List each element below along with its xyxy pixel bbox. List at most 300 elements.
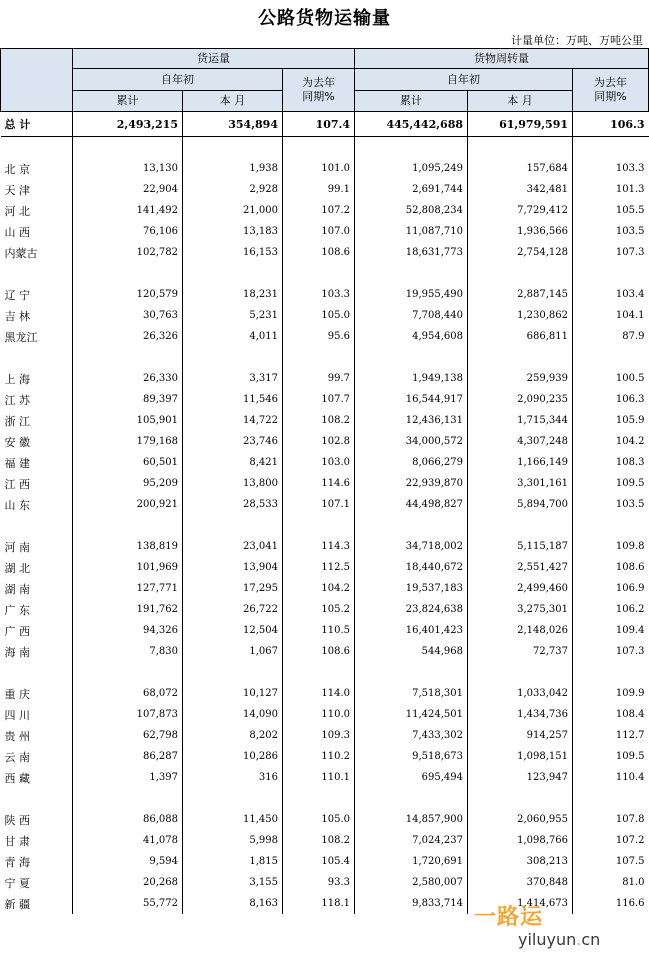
table-row xyxy=(1,767,649,788)
spacer-cell xyxy=(1,263,73,284)
cell-month-turnover: 2,499,460 xyxy=(468,578,573,599)
cell-yoy-turnover: 108.6 xyxy=(573,557,649,578)
cell-ytd-volume: 76,106 xyxy=(73,221,183,242)
spacer-cell xyxy=(468,137,573,159)
table-row xyxy=(1,599,649,620)
cell-yoy-turnover: 106.3 xyxy=(573,389,649,410)
cell-yoy-volume: 114.3 xyxy=(283,536,355,557)
spacer-cell xyxy=(1,137,73,159)
cell-yoy-turnover: 104.2 xyxy=(573,431,649,452)
watermark-en xyxy=(518,930,600,949)
spacer-cell xyxy=(573,347,649,368)
cell-month-turnover: 1,166,149 xyxy=(468,452,573,473)
cell-yoy-volume: 118.1 xyxy=(283,893,355,914)
cell-ytd-volume: 105,901 xyxy=(73,410,183,431)
table-row xyxy=(1,179,649,200)
cell-yoy-turnover: 116.6 xyxy=(573,893,649,914)
cell-ytd-turnover: 8,066,279 xyxy=(355,452,468,473)
cell-ytd-volume: 26,330 xyxy=(73,368,183,389)
spacer-cell xyxy=(355,263,468,284)
table-row xyxy=(1,536,649,557)
cell-ytd-turnover: 44,498,827 xyxy=(355,494,468,515)
cell-month-turnover: 1,098,766 xyxy=(468,830,573,851)
cell-month-volume: 4,011 xyxy=(183,326,283,347)
cell-month-turnover: 3,301,161 xyxy=(468,473,573,494)
province-name: 广 东 xyxy=(4,603,30,617)
cell-ytd-volume: 86,088 xyxy=(73,809,183,830)
cell-yoy-volume: 103.3 xyxy=(283,284,355,305)
cell-ytd-turnover: 18,631,773 xyxy=(355,242,468,263)
cell-ytd-turnover: 19,537,183 xyxy=(355,578,468,599)
table-row xyxy=(1,620,649,641)
watermark-cn: 一路运 xyxy=(474,905,544,930)
cell-ytd-turnover: 7,708,440 xyxy=(355,305,468,326)
cell-ytd-volume: 2,493,215 xyxy=(73,112,183,137)
province-name: 上 海 xyxy=(4,372,30,386)
spacer-cell xyxy=(355,347,468,368)
spacer-cell xyxy=(183,347,283,368)
header-yoy-1-top: 为去年 xyxy=(302,76,335,89)
spacer-cell xyxy=(183,137,283,159)
table-row xyxy=(1,578,649,599)
cell-ytd-volume: 191,762 xyxy=(73,599,183,620)
spacer-cell xyxy=(468,515,573,536)
cell-yoy-turnover: 103.5 xyxy=(573,221,649,242)
cell-ytd-volume: 107,873 xyxy=(73,704,183,725)
cell-yoy-turnover: 108.4 xyxy=(573,704,649,725)
cell-month-turnover: 1,230,862 xyxy=(468,305,573,326)
cell-month-turnover: 370,848 xyxy=(468,872,573,893)
province-name: 云 南 xyxy=(4,750,30,764)
cell-ytd-volume: 101,969 xyxy=(73,557,183,578)
cell-ytd-turnover: 22,939,870 xyxy=(355,473,468,494)
cell-ytd-turnover: 12,436,131 xyxy=(355,410,468,431)
province-name: 辽 宁 xyxy=(4,288,30,302)
spacer-cell xyxy=(283,137,355,159)
cell-yoy-volume: 110.2 xyxy=(283,746,355,767)
spacer-cell xyxy=(1,788,73,809)
cell-ytd-turnover: 11,424,501 xyxy=(355,704,468,725)
cell-month-volume: 3,155 xyxy=(183,872,283,893)
spacer-cell xyxy=(283,347,355,368)
cell-month-volume: 26,722 xyxy=(183,599,283,620)
cell-month-turnover: 2,090,235 xyxy=(468,389,573,410)
cell-yoy-turnover: 107.8 xyxy=(573,809,649,830)
province-name: 广 西 xyxy=(4,624,30,638)
cell-yoy-turnover: 106.2 xyxy=(573,599,649,620)
province-name: 重 庆 xyxy=(4,687,30,701)
header-yoy-2-top: 为去年 xyxy=(594,76,628,89)
province-name: 四 川 xyxy=(4,708,30,722)
province-name: 浙 江 xyxy=(4,414,30,428)
cell-yoy-volume: 99.7 xyxy=(283,368,355,389)
cell-month-turnover: 2,754,128 xyxy=(468,242,573,263)
cell-month-volume: 11,546 xyxy=(183,389,283,410)
table-row xyxy=(1,368,649,389)
cell-yoy-volume: 110.5 xyxy=(283,620,355,641)
cell-yoy-volume: 112.5 xyxy=(283,557,355,578)
spacer-row xyxy=(1,788,649,809)
cell-ytd-volume: 41,078 xyxy=(73,830,183,851)
spacer-cell xyxy=(355,788,468,809)
cell-yoy-volume: 110.0 xyxy=(283,704,355,725)
cell-yoy-volume: 107.4 xyxy=(283,112,355,137)
spacer-cell xyxy=(1,515,73,536)
cell-ytd-volume: 26,326 xyxy=(73,326,183,347)
spacer-row xyxy=(1,515,649,536)
header-month-1: 本 月 xyxy=(183,91,283,112)
cell-yoy-turnover: 81.0 xyxy=(573,872,649,893)
cell-ytd-volume: 86,287 xyxy=(73,746,183,767)
cell-ytd-volume: 94,326 xyxy=(73,620,183,641)
cell-month-turnover: 1,715,344 xyxy=(468,410,573,431)
cell-yoy-turnover: 110.4 xyxy=(573,767,649,788)
spacer-cell xyxy=(283,662,355,683)
cell-month-turnover: 308,213 xyxy=(468,851,573,872)
cell-ytd-volume: 120,579 xyxy=(73,284,183,305)
cell-yoy-turnover: 106.3 xyxy=(573,112,649,137)
cell-month-turnover: 342,481 xyxy=(468,179,573,200)
spacer-cell xyxy=(1,662,73,683)
cell-ytd-volume: 200,921 xyxy=(73,494,183,515)
province-name: 福 建 xyxy=(4,456,30,470)
cell-month-volume: 8,202 xyxy=(183,725,283,746)
table-row xyxy=(1,326,649,347)
cell-ytd-volume: 22,904 xyxy=(73,179,183,200)
watermark-en-dot: . xyxy=(576,930,582,949)
cell-yoy-turnover: 105.5 xyxy=(573,200,649,221)
cell-ytd-turnover: 7,518,301 xyxy=(355,683,468,704)
cell-month-turnover: 2,148,026 xyxy=(468,620,573,641)
spacer-cell xyxy=(73,662,183,683)
province-name: 内蒙古 xyxy=(4,246,38,260)
spacer-cell xyxy=(183,515,283,536)
province-name: 新 疆 xyxy=(4,897,30,911)
cell-yoy-volume: 110.1 xyxy=(283,767,355,788)
spacer-row xyxy=(1,347,649,368)
province-name: 江 苏 xyxy=(4,393,30,407)
cell-yoy-volume: 108.2 xyxy=(283,830,355,851)
header-yoy-1 xyxy=(283,69,355,112)
header-yoy-2-bottom: 同期% xyxy=(594,90,627,103)
spacer-cell xyxy=(283,263,355,284)
cell-yoy-turnover: 100.5 xyxy=(573,368,649,389)
watermark-en-tld: cn xyxy=(581,930,601,949)
table-row xyxy=(1,305,649,326)
cell-yoy-turnover: 107.3 xyxy=(573,641,649,662)
cell-month-volume: 13,800 xyxy=(183,473,283,494)
cell-month-volume: 10,127 xyxy=(183,683,283,704)
spacer-cell xyxy=(73,137,183,159)
freight-table xyxy=(0,48,649,914)
table-row xyxy=(1,683,649,704)
site-watermark xyxy=(470,900,640,958)
spacer-cell xyxy=(355,515,468,536)
cell-month-turnover: 1,098,151 xyxy=(468,746,573,767)
cell-yoy-volume: 105.0 xyxy=(283,809,355,830)
header-yoy-2 xyxy=(573,69,649,112)
cell-month-volume: 14,722 xyxy=(183,410,283,431)
header-ytd-top-1: 自年初 xyxy=(73,69,283,91)
cell-month-turnover: 914,257 xyxy=(468,725,573,746)
province-name: 吉 林 xyxy=(4,309,30,323)
province-name: 甘 肃 xyxy=(4,834,30,848)
table-row xyxy=(1,494,649,515)
spacer-cell xyxy=(468,347,573,368)
spacer-cell xyxy=(183,788,283,809)
table-header xyxy=(1,49,649,112)
cell-month-volume: 13,183 xyxy=(183,221,283,242)
cell-ytd-volume: 127,771 xyxy=(73,578,183,599)
cell-ytd-volume: 13,130 xyxy=(73,158,183,179)
cell-month-turnover: 5,894,700 xyxy=(468,494,573,515)
spacer-cell xyxy=(573,263,649,284)
table-body xyxy=(1,112,649,915)
cell-ytd-turnover: 23,824,638 xyxy=(355,599,468,620)
total-label: 总 计 xyxy=(1,112,73,137)
cell-month-turnover: 7,729,412 xyxy=(468,200,573,221)
cell-ytd-turnover: 52,808,234 xyxy=(355,200,468,221)
cell-ytd-volume: 7,830 xyxy=(73,641,183,662)
table-row xyxy=(1,431,649,452)
cell-yoy-volume: 107.2 xyxy=(283,200,355,221)
province-name: 安 徽 xyxy=(4,435,30,449)
page-title: 公路货物运输量 xyxy=(258,8,391,29)
spacer-cell xyxy=(73,515,183,536)
cell-ytd-turnover: 9,518,673 xyxy=(355,746,468,767)
cell-ytd-volume: 68,072 xyxy=(73,683,183,704)
cell-ytd-turnover: 2,691,744 xyxy=(355,179,468,200)
header-month-2: 本 月 xyxy=(468,91,573,112)
cell-month-volume: 354,894 xyxy=(183,112,283,137)
table-row xyxy=(1,221,649,242)
cell-yoy-turnover: 105.9 xyxy=(573,410,649,431)
cell-yoy-volume: 103.0 xyxy=(283,452,355,473)
cell-ytd-turnover: 18,440,672 xyxy=(355,557,468,578)
spacer-cell xyxy=(73,788,183,809)
cell-month-volume: 5,231 xyxy=(183,305,283,326)
cell-yoy-volume: 108.6 xyxy=(283,242,355,263)
cell-ytd-volume: 55,772 xyxy=(73,893,183,914)
cell-ytd-volume: 89,397 xyxy=(73,389,183,410)
cell-yoy-volume: 107.1 xyxy=(283,494,355,515)
cell-month-turnover: 61,979,591 xyxy=(468,112,573,137)
cell-ytd-volume: 141,492 xyxy=(73,200,183,221)
spacer-cell xyxy=(468,662,573,683)
cell-month-volume: 23,746 xyxy=(183,431,283,452)
cell-yoy-volume: 99.1 xyxy=(283,179,355,200)
cell-month-volume: 1,938 xyxy=(183,158,283,179)
table-row xyxy=(1,389,649,410)
cell-ytd-volume: 62,798 xyxy=(73,725,183,746)
cell-yoy-turnover: 107.3 xyxy=(573,242,649,263)
cell-yoy-volume: 105.2 xyxy=(283,599,355,620)
table-row xyxy=(1,851,649,872)
cell-month-volume: 3,317 xyxy=(183,368,283,389)
cell-ytd-volume: 30,763 xyxy=(73,305,183,326)
spacer-cell xyxy=(73,347,183,368)
cell-yoy-volume: 114.0 xyxy=(283,683,355,704)
cell-month-turnover: 3,275,301 xyxy=(468,599,573,620)
cell-month-volume: 2,928 xyxy=(183,179,283,200)
spacer-cell xyxy=(355,137,468,159)
province-name: 北 京 xyxy=(4,162,30,176)
cell-yoy-volume: 107.0 xyxy=(283,221,355,242)
cell-yoy-turnover: 107.5 xyxy=(573,851,649,872)
cell-yoy-turnover: 107.2 xyxy=(573,830,649,851)
table-row xyxy=(1,410,649,431)
cell-month-volume: 16,153 xyxy=(183,242,283,263)
province-name: 贵 州 xyxy=(4,729,30,743)
province-name: 河 南 xyxy=(4,540,30,554)
header-corner xyxy=(1,49,73,112)
spacer-cell xyxy=(468,263,573,284)
cell-yoy-volume: 95.6 xyxy=(283,326,355,347)
cell-month-turnover: 4,307,248 xyxy=(468,431,573,452)
table-row xyxy=(1,242,649,263)
province-name: 西 藏 xyxy=(4,771,30,785)
cell-yoy-volume: 102.8 xyxy=(283,431,355,452)
province-name: 天 津 xyxy=(4,183,30,197)
spacer-cell xyxy=(573,137,649,159)
spacer-cell xyxy=(283,515,355,536)
province-name: 江 西 xyxy=(4,477,30,491)
spacer-cell xyxy=(73,263,183,284)
cell-ytd-turnover: 7,433,302 xyxy=(355,725,468,746)
table-row xyxy=(1,746,649,767)
cell-month-volume: 12,504 xyxy=(183,620,283,641)
cell-month-volume: 1,067 xyxy=(183,641,283,662)
cell-yoy-volume: 104.2 xyxy=(283,578,355,599)
cell-month-turnover: 123,947 xyxy=(468,767,573,788)
spacer-cell xyxy=(283,788,355,809)
spacer-row xyxy=(1,662,649,683)
cell-ytd-turnover: 7,024,237 xyxy=(355,830,468,851)
cell-ytd-turnover: 14,857,900 xyxy=(355,809,468,830)
cell-month-turnover: 1,434,736 xyxy=(468,704,573,725)
cell-ytd-volume: 20,268 xyxy=(73,872,183,893)
cell-month-volume: 316 xyxy=(183,767,283,788)
spacer-cell xyxy=(1,347,73,368)
table-row xyxy=(1,704,649,725)
cell-yoy-turnover: 109.5 xyxy=(573,473,649,494)
cell-month-volume: 5,998 xyxy=(183,830,283,851)
cell-ytd-turnover: 34,718,002 xyxy=(355,536,468,557)
cell-month-volume: 21,000 xyxy=(183,200,283,221)
cell-month-volume: 14,090 xyxy=(183,704,283,725)
cell-ytd-volume: 9,594 xyxy=(73,851,183,872)
cell-yoy-turnover: 103.3 xyxy=(573,158,649,179)
province-name: 青 海 xyxy=(4,855,30,869)
spacer-cell xyxy=(183,263,283,284)
table-row xyxy=(1,452,649,473)
cell-month-volume: 1,815 xyxy=(183,851,283,872)
cell-yoy-volume: 109.3 xyxy=(283,725,355,746)
province-name: 湖 北 xyxy=(4,561,30,575)
spacer-cell xyxy=(468,788,573,809)
header-ytd-1: 累计 xyxy=(73,91,183,112)
province-name: 海 南 xyxy=(4,645,30,659)
cell-month-turnover: 259,939 xyxy=(468,368,573,389)
cell-yoy-turnover: 109.5 xyxy=(573,746,649,767)
header-group-turnover: 货物周转量 xyxy=(355,49,649,69)
spacer-row xyxy=(1,263,649,284)
cell-yoy-volume: 101.0 xyxy=(283,158,355,179)
table-row xyxy=(1,284,649,305)
header-ytd-2: 累计 xyxy=(355,91,468,112)
province-name: 河 北 xyxy=(4,204,30,218)
cell-yoy-volume: 114.6 xyxy=(283,473,355,494)
cell-yoy-turnover: 109.8 xyxy=(573,536,649,557)
cell-ytd-volume: 95,209 xyxy=(73,473,183,494)
cell-month-turnover: 1,033,042 xyxy=(468,683,573,704)
spacer-cell xyxy=(183,662,283,683)
cell-month-volume: 18,231 xyxy=(183,284,283,305)
province-name: 黑龙江 xyxy=(4,330,38,344)
header-group-volume: 货运量 xyxy=(73,49,355,69)
cell-ytd-volume: 1,397 xyxy=(73,767,183,788)
cell-month-volume: 28,533 xyxy=(183,494,283,515)
table-row xyxy=(1,809,649,830)
cell-month-volume: 8,163 xyxy=(183,893,283,914)
cell-month-turnover: 1,936,566 xyxy=(468,221,573,242)
cell-ytd-turnover: 445,442,688 xyxy=(355,112,468,137)
cell-yoy-turnover: 101.3 xyxy=(573,179,649,200)
cell-ytd-turnover: 1,095,249 xyxy=(355,158,468,179)
cell-yoy-turnover: 103.4 xyxy=(573,284,649,305)
cell-month-turnover: 2,887,145 xyxy=(468,284,573,305)
table-row xyxy=(1,158,649,179)
cell-month-turnover: 157,684 xyxy=(468,158,573,179)
cell-ytd-turnover: 1,720,691 xyxy=(355,851,468,872)
cell-yoy-volume: 108.2 xyxy=(283,410,355,431)
cell-month-volume: 10,286 xyxy=(183,746,283,767)
cell-month-turnover: 686,811 xyxy=(468,326,573,347)
header-ytd-top-2: 自年初 xyxy=(355,69,573,91)
spacer-row xyxy=(1,137,649,159)
watermark-en-main: yiluyun xyxy=(518,930,577,949)
table-row xyxy=(1,641,649,662)
cell-yoy-volume: 105.0 xyxy=(283,305,355,326)
table-row xyxy=(1,830,649,851)
cell-ytd-turnover: 16,544,917 xyxy=(355,389,468,410)
cell-month-volume: 23,041 xyxy=(183,536,283,557)
header-yoy-1-bottom: 同期% xyxy=(302,90,335,103)
spacer-cell xyxy=(573,788,649,809)
cell-yoy-turnover: 108.3 xyxy=(573,452,649,473)
cell-ytd-volume: 179,168 xyxy=(73,431,183,452)
cell-month-turnover: 72,737 xyxy=(468,641,573,662)
table-row xyxy=(1,725,649,746)
cell-month-turnover: 2,060,955 xyxy=(468,809,573,830)
cell-yoy-turnover: 106.9 xyxy=(573,578,649,599)
spacer-cell xyxy=(573,662,649,683)
cell-month-volume: 13,904 xyxy=(183,557,283,578)
cell-ytd-turnover: 19,955,490 xyxy=(355,284,468,305)
table-row xyxy=(1,557,649,578)
table-row xyxy=(1,473,649,494)
spacer-cell xyxy=(355,662,468,683)
cell-ytd-volume: 102,782 xyxy=(73,242,183,263)
cell-ytd-turnover: 16,401,423 xyxy=(355,620,468,641)
table-row xyxy=(1,200,649,221)
cell-yoy-volume: 105.4 xyxy=(283,851,355,872)
cell-yoy-turnover: 109.4 xyxy=(573,620,649,641)
cell-month-turnover: 1,414,673 xyxy=(468,893,573,914)
cell-ytd-turnover: 695,494 xyxy=(355,767,468,788)
cell-yoy-turnover: 87.9 xyxy=(573,326,649,347)
province-name: 山 西 xyxy=(4,225,30,239)
